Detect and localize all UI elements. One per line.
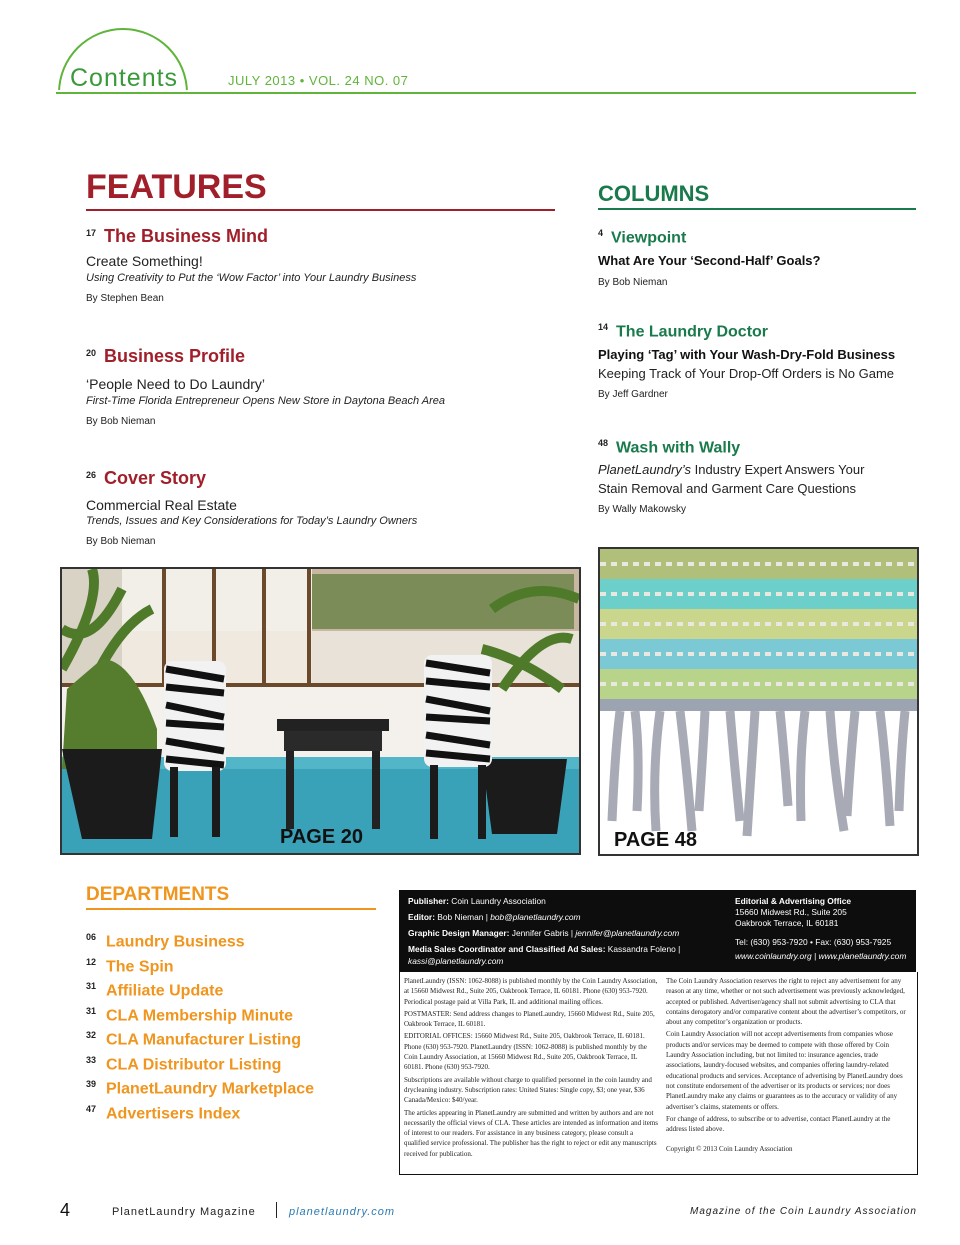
department-item[interactable] [86,1055,281,1074]
masthead-publisher [408,896,546,906]
column-subtitle: What Are Your ‘Second-Half’ Goals? [598,253,821,269]
feature-title[interactable]: The Business Mind [104,226,269,246]
masthead-email[interactable]: jennifer@planetlaundry.com [575,928,680,938]
department-title[interactable]: PlanetLaundry Marketplace [106,1080,315,1098]
column-title[interactable]: The Laundry Doctor [616,323,769,341]
photo-page-label: PAGE 48 [614,829,697,851]
feature-subtitle: Create Something! [86,253,203,269]
column-title[interactable]: Viewpoint [611,229,687,247]
fine-print-paragraph: EDITORIAL OFFICES: 15660 Midwest Rd., Suite 205, Oakbrook Terrace, IL 60181. Phone (630) 953-7920. PlanetLaundry (ISSN: 1062-8088) is published monthly by the Coin Laundry Association, at 15660 Midwest Rd., Suite 205, Oakbrook Terrace, IL 60181. Phone (630) 953-7920. [404,1032,647,1072]
department-page: 33 [86,1055,97,1065]
feature-page: 26 [86,469,97,480]
masthead [399,890,916,972]
photo-page-label: PAGE 20 [280,826,363,848]
page-number: 4 [60,1200,71,1220]
masthead-value: Coin Laundry Association [448,896,546,906]
department-title[interactable]: Advertisers Index [106,1105,241,1123]
office-address-1: 15660 Midwest Rd., Suite 205 [735,907,847,917]
department-item[interactable] [86,957,174,976]
feature-deck: Using Creativity to Put the ‘Wow Factor’ into Your Laundry Business [86,272,417,284]
department-item[interactable] [86,1030,301,1049]
department-item[interactable] [86,932,245,951]
footer-url[interactable]: planetlaundry.com [289,1206,396,1218]
feature-deck: Trends, Issues and Key Considerations for Today’s Laundry Owners [86,515,418,527]
features-rule [86,209,555,211]
department-page: 06 [86,932,97,942]
column-deck-2: Stain Removal and Garment Care Questions [598,481,856,497]
column-subtitle: Playing ‘Tag’ with Your Wash-Dry-Fold Business [598,347,896,363]
office-address-2: Oakbrook Terrace, IL 60181 [735,918,839,928]
issue-info: JULY 2013 • VOL. 24 NO. 07 [228,73,409,88]
columns-heading: COLUMNS [598,181,710,206]
header-arc-mask [50,90,190,170]
department-page: 31 [86,1006,97,1016]
magazine-name: PlanetLaundry Magazine [112,1206,256,1218]
feature-page: 17 [86,227,97,238]
masthead-value: Jennifer Gabris | [509,928,576,938]
department-item[interactable] [86,1079,314,1098]
office-web[interactable] [735,951,906,961]
feature-title[interactable]: Business Profile [104,346,246,366]
department-page: 31 [86,981,97,991]
department-page: 47 [86,1104,97,1114]
masthead-value: Bob Nieman | [434,912,491,922]
feature-item[interactable] [86,468,556,547]
contents-title: Contents [70,64,179,92]
lobby-photo-image [62,569,579,853]
fine-print-right [666,976,913,1157]
column-page: 14 [598,322,609,332]
masthead-label: Media Sales Coordinator and Classified Ad Sales: [408,944,606,954]
column-page: 48 [598,438,609,448]
masthead-sales [408,944,680,954]
masthead-sales-email [408,956,503,966]
feature-subtitle: ‘People Need to Do Laundry’ [86,376,266,392]
fine-print-paragraph: For change of address, to subscribe or to advertise, contact PlanetLaundry at the address listed above. [666,1114,891,1134]
column-item[interactable] [598,228,918,288]
rug-photo-image [600,549,917,854]
department-title[interactable]: CLA Membership Minute [106,1007,293,1025]
copyright: Copyright © 2013 Coin Laundry Association [666,1145,793,1154]
feature-item[interactable] [86,346,556,427]
column-deck: Keeping Track of Your Drop-Off Orders is No Game [598,366,895,382]
column-item[interactable] [598,322,918,400]
features-heading: FEATURES [86,168,267,206]
footer-tagline: Magazine of the Coin Laundry Association [690,1206,917,1217]
fine-print-box [399,972,918,1175]
fine-print-paragraph: POSTMASTER: Send address changes to PlanetLaundry, 15660 Midwest Rd., Suite 205, Oakbrook Terrace, IL 60181. [404,1009,655,1029]
feature-byline: By Bob Nieman [86,416,156,427]
masthead-design [408,928,679,938]
column-title[interactable]: Wash with Wally [616,439,741,457]
feature-page: 20 [86,347,97,358]
department-title[interactable]: CLA Manufacturer Listing [106,1031,301,1049]
office-phone: Tel: (630) 953-7920 • Fax: (630) 953-7925 [735,937,892,947]
column-byline: By Bob Nieman [598,277,668,289]
departments-heading: DEPARTMENTS [86,884,230,905]
column-deck [598,462,918,477]
department-page: 12 [86,957,97,967]
department-title[interactable]: CLA Distributor Listing [106,1056,282,1074]
fine-print-paragraph: Coin Laundry Association will not accept advertisements from companies whose products and/or services may be deemed to compete with those offered by Coin Laundry Association including, but not limited to: insurance agencies, trade associations, laundry-focused websites, and companies offering laundry-related educational products and services. Acceptance of advertising by PlanetLaundry does not constitute endorsement of the advertiser or its products or services; nor does PlanetLaundry make any claims or guarantees as to the accuracy or validity of any advertiser’s claims, statements or offers. [666,1030,903,1111]
feature-deck: First-Time Florida Entrepreneur Opens New Store in Daytona Beach Area [86,395,445,407]
fine-print-left [404,976,658,1161]
office-heading [735,896,851,906]
feature-item[interactable] [86,226,556,304]
lobby-photo[interactable] [60,567,581,855]
departments-rule [86,908,376,910]
office-heading-text: Editorial & Advertising Office [735,896,852,906]
office-web-text[interactable]: www.coinlaundry.org | www.planetlaundry.com [735,951,907,961]
department-item[interactable] [86,1104,240,1123]
feature-byline: By Stephen Bean [86,293,164,304]
column-page: 4 [598,228,604,238]
masthead-label: Graphic Design Manager: [408,928,510,938]
fine-print-paragraph: PlanetLaundry (ISSN: 1062-8088) is published monthly by the Coin Laundry Association, at 15660 Midwest Rd., Suite 205, Oakbrook Terrace, IL 60181. Phone (630) 953-7920. Periodical postage paid at Villa Park, IL and additional mailing offices. [404,977,658,1006]
department-page: 32 [86,1030,97,1040]
footer-divider [276,1202,277,1218]
fine-print-paragraph: The articles appearing in PlanetLaundry are submitted and written by authors and are not necessarily the official views of CLA. These articles are intended as information and items of interest to our readers. For assistance in any business category, please consult a qualified service professional. The publisher has the right to reject or edit any manuscripts received for publication. [404,1108,658,1158]
column-byline: By Jeff Gardner [598,389,668,401]
feature-subtitle: Commercial Real Estate [86,497,237,513]
fine-print-paragraph: Subscriptions are available without charge to qualified personnel in the coin laundry and drycleaning industry. Subscription rates: United States: Single copy, $3; one year, $36 Canada/Mexico: $40/year. [404,1075,652,1105]
columns-rule [598,208,916,210]
department-title[interactable]: Laundry Business [106,933,245,951]
department-item[interactable] [86,1006,293,1025]
department-item[interactable] [86,981,223,1000]
column-deck-rest: Industry Expert Answers Your [691,462,865,478]
masthead-email[interactable]: bob@planetlaundry.com [490,912,581,922]
masthead-label: Publisher: [408,896,449,906]
department-title[interactable]: The Spin [106,958,174,976]
masthead-value: Kassandra Foleno | [605,944,681,954]
rug-photo[interactable] [598,547,919,856]
masthead-email[interactable]: kassi@planetlaundry.com [408,956,504,966]
feature-byline: By Bob Nieman [86,536,156,547]
fine-print-paragraph: The Coin Laundry Association reserves the right to reject any advertisement for any reason at any time, whether or not such advertisement was previously acknowledged, accepted or published. Advertiser/agency shall not submit advertising to CLA that contains derogatory and/or comparative content about the advertiser’s competitors, or about any competitor’s organization or products. [666,977,906,1027]
masthead-label: Editor: [408,912,435,922]
column-byline: By Wally Makowsky [598,504,686,516]
department-title[interactable]: Affiliate Update [106,982,224,1000]
column-deck-em: PlanetLaundry’s [598,462,691,478]
column-item[interactable] [598,438,918,515]
department-page: 39 [86,1079,97,1089]
feature-title[interactable]: Cover Story [104,468,207,488]
masthead-editor [408,912,581,922]
header-rule [184,92,916,94]
